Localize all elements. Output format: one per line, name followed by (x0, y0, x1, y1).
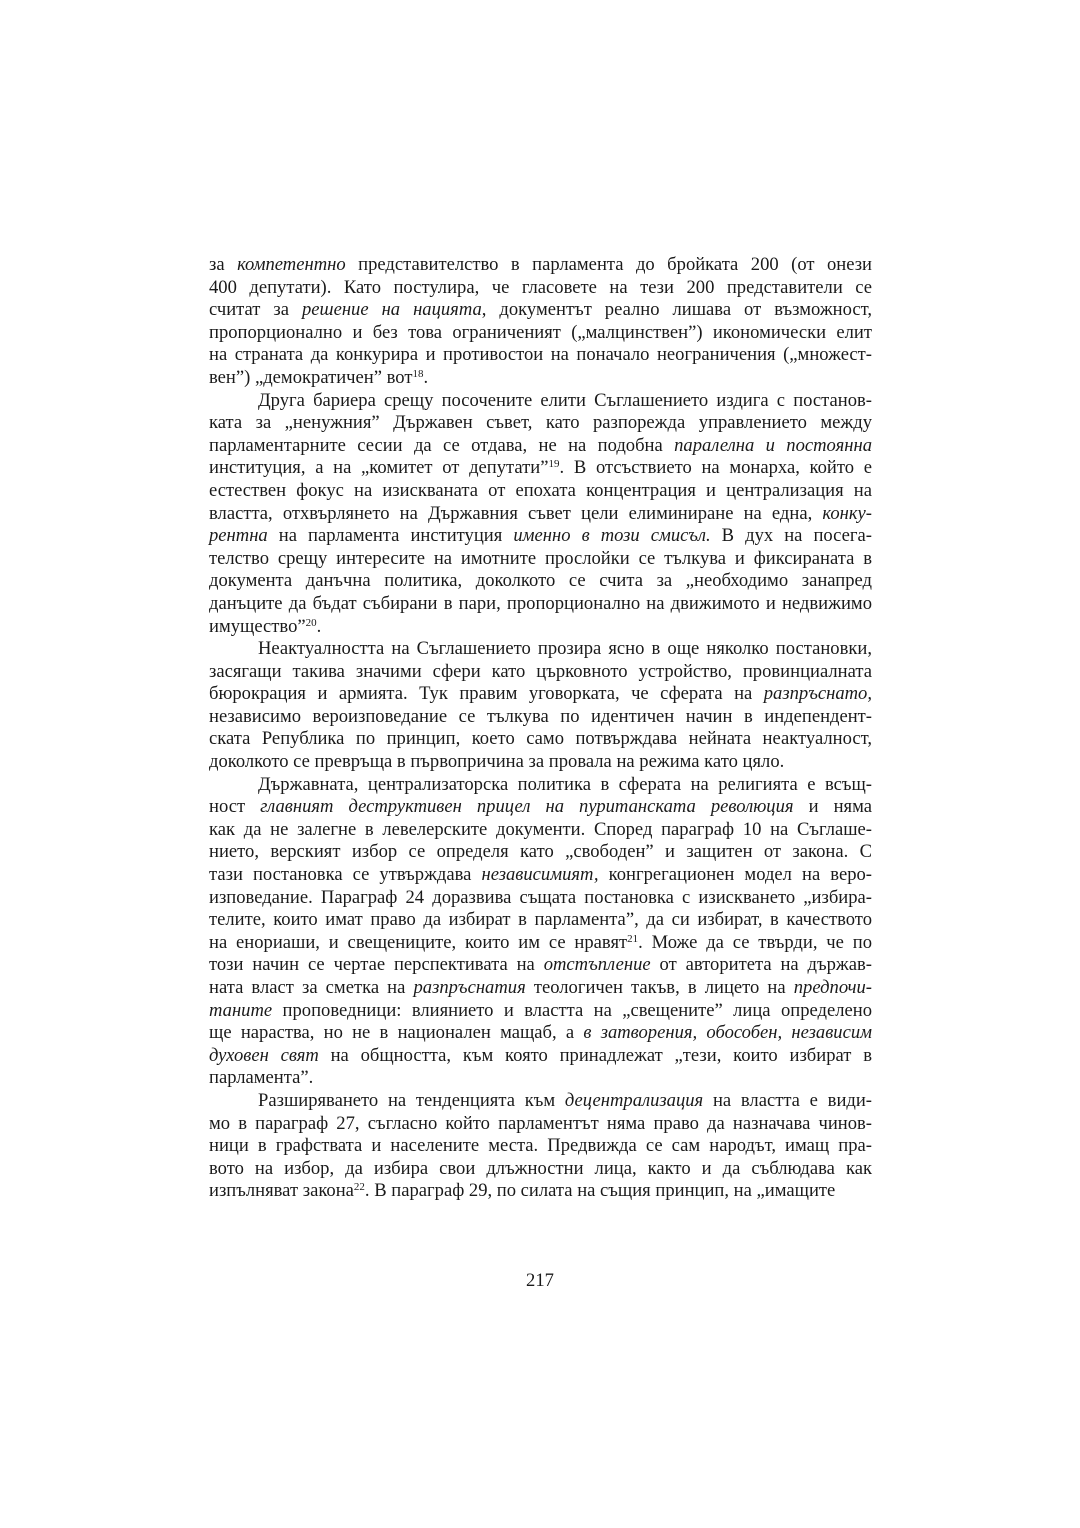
text-line (209, 277, 872, 300)
text-run: 400 депутати). Като постулира, че гласовете на тези 200 представители се (209, 276, 872, 298)
text-line (209, 457, 872, 480)
text-run: на общността, към която принадлежат „тези, които избират в (318, 1044, 872, 1066)
text-run: вен”) „демократичен” вот (209, 366, 413, 388)
text-line (209, 661, 872, 684)
text-run: . В отсъствието на монарха, който е (559, 457, 872, 479)
footnote-ref: 20 (305, 616, 317, 629)
text-line (209, 887, 872, 910)
text-line (209, 819, 872, 842)
text-run: засягащи такива значими сфери като църковното устройство, провинциалната (209, 660, 872, 682)
text-run: мо в параграф 27, съгласно който парламентът няма право да назначава чинов- (209, 1112, 872, 1134)
text-run: ската Република по принцип, което само потвърждава нейната неактуалност, (209, 728, 872, 750)
text-line (209, 954, 872, 977)
italic-text: независимият, (481, 864, 599, 886)
text-run: естествен фокус на изискваната от епохата концентрация и централизация на (209, 479, 872, 501)
text-line (209, 503, 872, 526)
italic-text: разпръснато, (763, 683, 872, 705)
text-run: парламента”. (209, 1067, 314, 1089)
italic-text: решение на нацията (301, 299, 482, 321)
text-run: ност (209, 796, 261, 818)
text-line (209, 638, 872, 661)
text-line (209, 322, 872, 345)
text-run: вото на избор, да избира свои длъжностни лица, както и да съблюдава как (209, 1157, 872, 1179)
italic-text: предпочи- (793, 977, 872, 998)
text-run: как да не залегне в левелерските документи. Според параграф 10 на Съглаше- (209, 818, 872, 840)
text-run: независимо вероизповедание се тълкува по идентичен начин в индепендент- (209, 705, 872, 727)
italic-text: главният деструктивен прицел на пуританската революция (260, 796, 794, 818)
text-line (209, 344, 872, 367)
text-run: ще нараства, но не в национален мащаб, а (209, 1022, 584, 1044)
text-run: парламентарните сесии да се отдава, не на подобна (209, 434, 675, 456)
text-run: телство срещу интересите на имотните прослойки се тълкува и фиксираната в (209, 547, 872, 569)
italic-text: компетентно (237, 254, 346, 275)
text-run: конгрегационен модел на веро- (598, 864, 872, 886)
text-run: тази постановка се утвърждава (209, 864, 482, 886)
text-line (209, 683, 872, 706)
text-run: изпълняват закона (209, 1180, 354, 1202)
text-run: представителство в парламента до бройката 200 (от онези (345, 254, 872, 275)
text-run: данъците да бъдат събирани в пари, пропорционално на движимото и недвижимо (209, 592, 872, 614)
italic-text: рентна (209, 525, 268, 547)
text-line (209, 977, 872, 1000)
text-run: нието, верският избор се определя като „свободен” и защитен от закона. С (209, 841, 872, 863)
text-run: на енориаши, и свещениците, които им се нравят (209, 931, 628, 953)
text-line (209, 593, 872, 616)
text-line (209, 706, 872, 729)
text-line (209, 299, 872, 322)
text-line (209, 796, 872, 819)
italic-text: таните (209, 999, 273, 1021)
text-line (209, 367, 872, 390)
text-line (209, 254, 872, 277)
body-text (209, 254, 872, 1203)
italic-text: децентрализация (564, 1089, 704, 1111)
text-run: Друга бариера срещу посочените елити Съглашението издига с постанов- (258, 389, 872, 411)
text-line (209, 1090, 872, 1113)
text-run: този начин се чертае перспективата на (209, 954, 544, 976)
text-line (209, 932, 872, 955)
footnote-ref: 18 (412, 367, 424, 380)
text-line (209, 909, 872, 932)
text-line (209, 390, 872, 413)
text-run: проповедници: влиянието и властта на „свещените” лица определено (272, 999, 872, 1021)
text-run: от авторитета на държав- (650, 954, 872, 976)
text-run: институция, а на „комитет от депутати” (209, 457, 549, 479)
text-run: документа данъчна политика, доколкото се счита за „необходимо занапред (209, 570, 872, 592)
italic-text: отстъпление (543, 954, 651, 976)
text-run: Неактуалността на Съглашението прозира ясно в още няколко постановки, (258, 638, 872, 660)
text-line (209, 1022, 872, 1045)
italic-text: именно в този смисъл. (513, 525, 711, 547)
text-line (209, 1180, 872, 1203)
text-run: Държавната, централизаторска политика в сферата на религията е всъщ- (258, 773, 872, 795)
text-run: на парламента институция (267, 525, 514, 547)
text-line (209, 435, 872, 458)
text-run: пропорционално и без това ограниченият („малцинствен”) икономически елит (209, 321, 872, 343)
text-run: , документът реално лишава от възможност, (481, 299, 872, 321)
text-line (209, 1113, 872, 1136)
text-line (209, 728, 872, 751)
text-run: . Може да се твърди, че по (638, 931, 872, 953)
text-run: телите, които имат право да избират в парламента”, да си избират, в качеството (209, 909, 872, 931)
italic-text: духовен свят (209, 1044, 319, 1066)
footnote-ref: 22 (353, 1181, 365, 1194)
text-run: ката за „ненужния” Държавен съвет, като разпорежда управлението между (209, 412, 872, 434)
text-line (209, 841, 872, 864)
text-line (209, 525, 872, 548)
text-run: теологичен такъв, в лицето на (525, 977, 794, 998)
footnote-ref: 21 (627, 932, 639, 945)
page-number: 217 (526, 1270, 554, 1291)
italic-text: конку- (822, 502, 872, 524)
text-run: на властта е види- (703, 1089, 872, 1111)
text-line (209, 616, 872, 639)
text-run: ната власт за сметка на (209, 977, 414, 998)
text-line (209, 1000, 872, 1023)
text-run: ници в графствата и населените места. Предвижда се сам народът, имащ пра- (209, 1135, 872, 1157)
italic-text: разпръснатия (413, 977, 526, 998)
text-run: В дух на посега- (710, 525, 872, 547)
text-run: на страната да конкурира и противостои на поначало неограничения („множест- (209, 344, 872, 366)
text-run: изповедание. Параграф 24 доразвива същата постановка с изискването „избира- (209, 886, 872, 908)
text-line (209, 1045, 872, 1068)
text-line (209, 570, 872, 593)
text-line (209, 1067, 872, 1090)
text-run: за (209, 254, 238, 275)
footnote-ref: 19 (548, 458, 560, 471)
text-run: властта, отхвърлянето на Държавния съвет цели елиминиране на една, (209, 502, 823, 524)
text-line (209, 751, 872, 774)
text-run: . (423, 366, 429, 388)
text-line (209, 1158, 872, 1181)
text-line (209, 774, 872, 797)
text-line (209, 548, 872, 571)
text-line (209, 1135, 872, 1158)
text-run: имущество” (209, 615, 306, 637)
italic-text: паралелна и постоянна (674, 434, 872, 456)
text-run: . (316, 615, 322, 637)
text-line (209, 480, 872, 503)
text-run: и няма (793, 796, 872, 818)
text-run: . В параграф 29, по силата на същия принцип, на „имащите (364, 1180, 836, 1202)
text-run: доколкото се превръща в първопричина за провала на режима като цяло. (209, 751, 785, 773)
text-line (209, 864, 872, 887)
text-run: Разширяването на тенденцията към (258, 1089, 565, 1111)
text-run: бюрокрация и армията. Тук правим уговорката, че сферата на (209, 683, 764, 705)
italic-text: в затворения, обособен, независим (583, 1022, 872, 1044)
text-run: считат за (209, 299, 302, 321)
text-line (209, 412, 872, 435)
